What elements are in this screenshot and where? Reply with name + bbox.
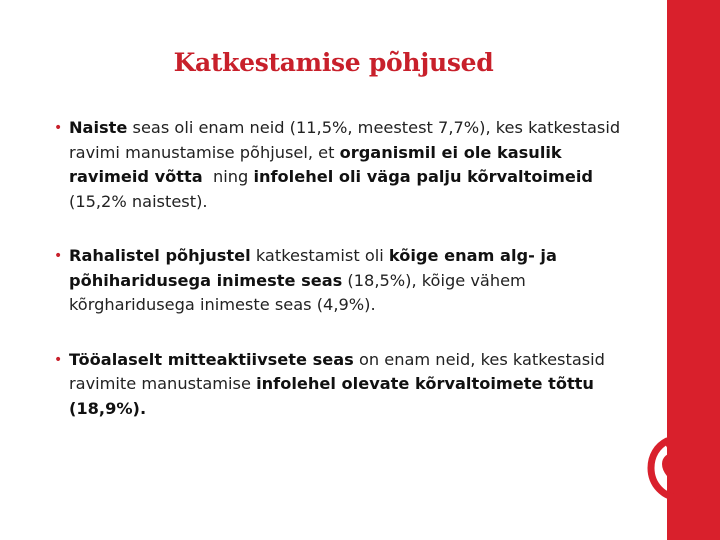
bullet-text-segment: Naiste [69, 118, 128, 137]
bullet-text-segment: kõige enam alg- ja põhiharidusega inimeste seas [69, 246, 557, 290]
bullet-item-3 [52, 348, 622, 422]
heart-swirl-logo-icon [641, 428, 720, 508]
bullet-text-segment: ning [202, 167, 254, 186]
bullet-list [52, 116, 622, 421]
bullet-icon: • [54, 120, 63, 136]
bullet-text-segment: (18,5%), kõige vähem kõrgharidusega inimeste seas (4,9%). [69, 270, 526, 314]
bullet-icon: • [54, 248, 63, 264]
bullet-text-segment: Tööalaselt mitteaktiivsete seas [69, 349, 354, 369]
bullet-text-segment: Rahalistel põhjustel [69, 246, 251, 265]
bullet-icon: • [54, 351, 63, 368]
bullet-text-segment: seas oli enam neid (11,5%, meestest 7,7%), kes katkestasid ravimi manustamise põhjusel, et [69, 118, 621, 162]
bullet-text-segment: infolehel oli väga palju kõrvaltoimeid [253, 167, 593, 186]
bullet-text-segment: on enam neid, kes katkestasid ravimite manustamise [69, 349, 605, 393]
bullet-text-segment: organismil ei ole kasulik ravimeid võtta [69, 142, 562, 186]
bullet-text-segment: infolehel olevate kõrvaltoimete tõttu (18,9%). [69, 374, 594, 418]
bullet-item-1 [52, 116, 622, 214]
bullet-text-segment: katkestamist oli [250, 246, 389, 265]
slide-title: Katkestamise põhjused [173, 48, 494, 77]
bullet-item-2 [52, 244, 622, 318]
bullet-text-segment: (15,2% naistest). [69, 191, 208, 211]
